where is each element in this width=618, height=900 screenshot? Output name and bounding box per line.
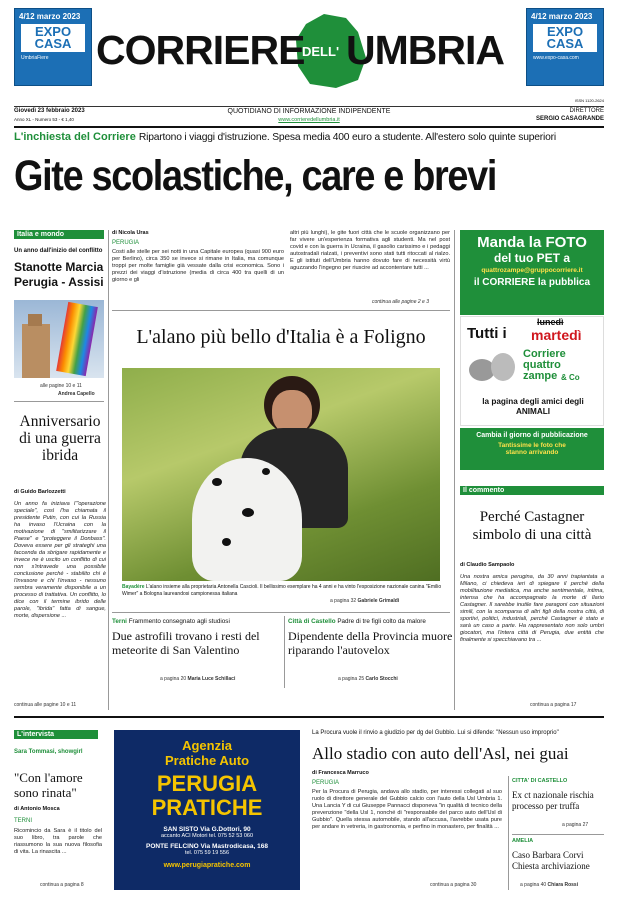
section-tag-italia-mondo[interactable]: Italia e mondo [14, 230, 104, 239]
intervista-headline[interactable]: "Con l'amore sono rinata" [14, 770, 83, 800]
brevi2-tag: AMELIA [512, 838, 534, 844]
lead-place: PERUGIA [112, 240, 140, 246]
expo-casa-ad-right[interactable]: 4/12 marzo 2023 EXPO CASA www.expo-casa.com [526, 8, 604, 86]
stadio-kicker: La Procura vuole il rinvio a giudizio per dg del Gubbio. Lui si difende: "Nessun uso improprio" [312, 730, 559, 736]
expo-logo-a: EXPO [546, 24, 584, 39]
ad-url[interactable]: www.perugiapratiche.com [163, 862, 251, 869]
perugia-pratiche-ad[interactable]: Agenzia Pratiche Auto PERUGIA PRATICHE SAN SISTO Via G.Dottori, 90 accanto ACI Motori tel. 075 52 53 060 PONTE FELCINO Via Mastrodicasa, 168 tel. 075 59 19 556 www.perugiapratiche.com [114, 730, 300, 890]
intervista-text: Ricomincio da Sara è il titolo del suo libro, tra parole che riassumono la sua nuova filosofia di vita. La rinascita ... [14, 828, 102, 855]
guerra-byline: di Guido Barlozzetti [14, 489, 66, 495]
stadio-headline[interactable]: Allo stadio con auto dell'Asl, nei guai [312, 744, 569, 763]
section-tag-commento[interactable]: Il commento [460, 486, 604, 495]
commento-headline[interactable]: Perché Castagner simbolo di una città [472, 509, 592, 543]
castello-kicker-line: Città di Castello Padre di tre figli colto da malore [288, 618, 426, 625]
intervista-byline: di Antonio Mosca [14, 806, 60, 812]
tagline: QUOTIDIANO DI INFORMAZIONE INDIPENDENTE [227, 108, 391, 115]
intervista-place: TERNI [14, 818, 32, 824]
lead-continua[interactable]: continua alle pagine 2 e 3 [372, 299, 429, 305]
intervista-name: Sara Tommasi, showgirl [14, 749, 83, 755]
expo-casa-ad-left[interactable]: 4/12 marzo 2023 EXPO CASA UmbriaFiere [14, 8, 92, 86]
commento-byline: di Claudio Sampaolo [460, 562, 515, 568]
expo-logo-b: CASA [34, 36, 72, 51]
expo-logo-a: EXPO [34, 24, 72, 39]
pets-icon [469, 351, 517, 385]
brevi2-headline[interactable]: Caso Barbara Corvi Chiesta archiviazione [512, 850, 590, 871]
italia-mondo-headline[interactable]: Stanotte Marcia Perugia - Assisi [14, 260, 104, 289]
issue-number: Anno XL - Numero 53 - € 1,40 [14, 117, 74, 122]
masthead-title-b: UMBRIA [346, 27, 504, 73]
stadio-text: Per la Procura di Perugia, andava allo stadio, per interessi collegati al suo ruolo di direttore generale del Gubbio calcio con l'auto della Usl Umbria 1. Una Lancia Y di cui Giuseppe Pannacci disponeva "in qualità di tecnico della prevenzione "della Usl 1, nonché di "responsabile del parco auto dell'Usl di Gubbio". Quella stessa automobile, stando all'accusa, l'avrebbe usata pure per andare in vetreria, in gastronomia, e perfino in monastero, per finalità ... [312, 789, 502, 830]
alano-caption: Bayadère L'alano insieme alla proprietaria Antonella Cascioli. Il bellissimo esemplare ha 4 anni e ha vinto l'esposizione nazionale canina "Emilio Wimer" a Bologna laureandosi campionessa italiana [122, 584, 442, 597]
website-link[interactable]: www.corrieredellumbria.it [278, 117, 340, 123]
stadio-continua[interactable]: continua a pagina 30 [430, 882, 477, 888]
quattro-zampe-promo[interactable]: Tutti i lunedì martedì Corriere quattro zampe & Co la pagina degli amici degli ANIMALI [460, 316, 604, 426]
stadio-byline: di Francesca Marruco [312, 770, 369, 776]
director-label: DIRETTORE [569, 108, 604, 114]
issn: ISSN 1120-2624 [574, 98, 604, 103]
lead-kicker: L'inchiesta del Corriere [14, 131, 136, 143]
lead-text-col1: Costi alle stelle per sei notti in una Capitale europea (quasi 900 euro per Berlino), circa 350 se invece si rimane in Italia, ma comunque troppi per molte famiglie già vessate dalla crisi economica. Sono i prezzi dei viaggi d'istruzione (media di circa 400 tra quelli di un giorno e gli [112, 249, 284, 283]
guerra-headline[interactable]: Anniversario di una guerra ibrida [19, 413, 101, 464]
marcia-photo [14, 300, 104, 378]
brevi1-ref[interactable]: a pagina 27 [562, 822, 589, 828]
commento-text: Una nostra amica perugina, da 30 anni trapiantata a Milano, ci chiedeva ieri di spiegare il perché della mobilitazione mediatica, ma anche sentimentale, intima, intensa che ha accompagnato la morte di Ilario Castagner. Il sarebbe inutile fare paragoni con situazioni simili, con la scomparsa di altri figli della nostra città, di sportivi, politici, industriali, perché Castagner è stato e sarà un caso a parte. Ha rappresentato non solo umbri giocatori, ma l'intera città di Perugia, due entità che finalmente si specchiavano tra ... [460, 574, 604, 643]
lead-kicker-line [14, 131, 604, 144]
guerra-text: Un anno fa iniziava l'"operazione speciale", così l'ha chiamata il presidente Putin, con cui la Russia ha invaso l'Ucraina con la motivazione di "smilitarizzare il Paese" e "proteggere il Donbass". Doveva essere per gli strateghi una faccenda da sbrigare rapidamente e invece ne è uscito un conflitto di cui non s'intravede una possibile conclusione perché - stabilito chi è l'invasore e chi l'invaso - nessuno sembra veramente disponibile a un processo di trattativa. Un conflitto, lo dice con il termine ibrido delle parole, "ibrida" fatta di sangue, morte, dispersione ... [14, 501, 106, 619]
commento-continua[interactable]: continua a pagina 17 [530, 702, 577, 708]
promo-email[interactable]: quattrozampe@gruppocorriere.it [481, 267, 583, 274]
castello-headline[interactable]: Dipendente della Provincia muore riparando l'autovelox [288, 629, 453, 657]
section-tag-intervista[interactable]: L'intervista [14, 730, 98, 739]
italia-mondo-ref[interactable]: alle pagine 10 e 11 [40, 383, 82, 389]
alano-headline[interactable]: L'alano più bello d'Italia è a Foligno [136, 326, 426, 348]
issue-date: Giovedì 23 febbraio 2023 [14, 108, 85, 114]
guerra-continua[interactable]: continua alle pagine 10 e 11 [14, 702, 77, 708]
alano-photo [122, 368, 440, 581]
brevi2-ref[interactable]: a pagina 40 Chiara Rossi [520, 882, 579, 888]
lead-byline: di Nicola Uras [112, 230, 149, 236]
lead-kicker-rest: Ripartono i viaggi d'istruzione. Spesa media 400 euro a studente. All'estero solo quinte superiori [138, 132, 556, 143]
lead-headline[interactable]: Gite scolastiche, care e brevi [14, 152, 497, 200]
termi-ref[interactable]: a pagina 20 Maria Luce Schillaci [160, 676, 236, 682]
italia-mondo-author: Andrea Capello [58, 391, 95, 397]
termi-headline[interactable]: Due astrofili trovano i resti del meteorite di San Valentino [112, 629, 260, 657]
lead-text-col2: altri più lunghi), le gite fuori città che le scuole organizzano per far vivere un'esperienza formativa agli studenti. Ma nel post covid e con la guerra in Ucraina, il gasolio carissimo e i pedaggi autostradali rialzati, i preventivi sono stati tutti ritoccati al rialzo. E gli istituti dell'Umbria hanno dovuto fare di necessità virtù aguzzando l'ingegno per riuscire ad accontentare tutti ... [290, 230, 450, 271]
pet-promo-box[interactable]: Manda la FOTO del tuo PET a quattrozampe@gruppocorriere.it il CORRIERE la pubblica [460, 230, 604, 315]
director-name: SERGIO CASAGRANDE [535, 116, 604, 122]
masthead-title-dell: DELL' [302, 44, 340, 59]
expo-logo-b: CASA [546, 36, 584, 51]
brevi1-headline[interactable]: Ex ct nazionale rischia processo per truffa [512, 790, 594, 811]
termi-kicker-line: Terni Frammento consegnato agli studiosi [112, 618, 230, 625]
italia-mondo-kicker: Un anno dall'inizio del conflitto [14, 248, 103, 254]
publication-change-box: Cambia il giorno di pubblicazione Tantissime le foto che stanno arrivando [460, 428, 604, 470]
masthead-title-a: CORRIERE [96, 27, 305, 73]
masthead-title[interactable] [96, 10, 524, 90]
alano-ref[interactable]: a pagina 32 Gabriele Grimaldi [330, 598, 400, 604]
brevi1-tag: CITTA' DI CASTELLO [512, 778, 568, 784]
intervista-continua[interactable]: continua a pagina 8 [40, 882, 84, 888]
stadio-place: PERUGIA [312, 780, 340, 786]
castello-ref[interactable]: a pagina 25 Carlo Stocchi [338, 676, 398, 682]
